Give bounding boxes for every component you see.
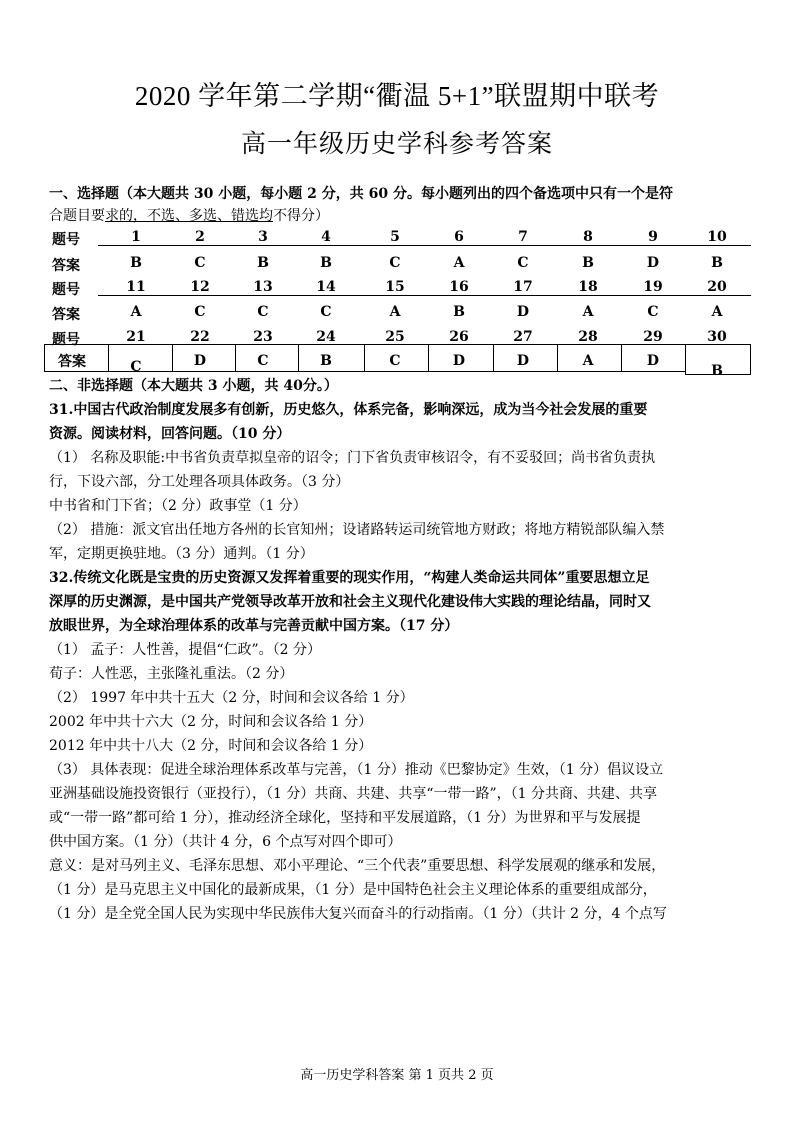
q31-answer1-line3: 中书省和门下省；（2 分）政事堂（1 分） xyxy=(49,498,307,514)
answer-letter: A xyxy=(582,304,594,320)
question-number: 16 xyxy=(449,279,469,295)
question-number: 14 xyxy=(316,279,336,295)
section2-heading: 二、非选择题（本大题共 3 小题，共 40分。） xyxy=(49,378,338,394)
question-number: 2 xyxy=(195,229,205,245)
q31-stem-line2: 资源。阅读材料，回答问题。（10 分） xyxy=(49,426,291,442)
q32-stem-line2: 深厚的历史渊源，是中国共产党领导改革开放和社会主义现代化建设伟大实践的理论结晶，同时又 xyxy=(49,594,651,610)
answer-letter: B xyxy=(320,353,332,369)
row-label: 题号 xyxy=(52,332,80,348)
question-number: 17 xyxy=(513,279,533,295)
question-number: 29 xyxy=(643,329,663,345)
section1-heading: 一、选择题（本大题共 30 小题，每小题 2 分，共 60 分。每小题列出的四个备选项中只有一个是符 xyxy=(49,186,673,202)
question-number: 12 xyxy=(190,279,210,295)
question-number: 30 xyxy=(707,329,727,345)
question-number: 15 xyxy=(385,279,405,295)
answer-letter: C xyxy=(647,304,659,320)
answer-letter: A xyxy=(389,304,401,320)
row-label: 题号 xyxy=(52,282,80,298)
question-number-row xyxy=(44,277,751,301)
q32-answer3-line4: 供中国方案。（1 分）（共计 4 分，6 个点写对四个即可） xyxy=(49,834,402,850)
question-number-row xyxy=(44,227,751,251)
answer-letter: D xyxy=(646,255,660,271)
question-number: 23 xyxy=(253,329,273,345)
answer-letter: B xyxy=(711,363,723,379)
q31-answer1-line2: 行，下设六部，分工处理各项具体政务。（3 分） xyxy=(49,474,350,490)
answer-letter: C xyxy=(257,353,269,369)
q32-answer3-line6: （1 分）是马克思主义中国化的最新成果，（1 分）是中国特色社会主义理论体系的重要组成部分， xyxy=(49,882,657,898)
answer-row xyxy=(44,349,751,379)
q31-answer2-line1: （2） 措施：派文官出任地方各州的长官知州；设诸路转运司统管地方财政；将地方精锐部队编入禁 xyxy=(49,522,665,538)
answer-letter: B xyxy=(453,304,465,320)
question-number: 19 xyxy=(643,279,663,295)
answer-letter: C xyxy=(389,255,401,271)
q31-answer2-line2: 军，定期更换驻地。（3 分）通判。（1 分） xyxy=(49,546,314,562)
page-subtitle: 高一年级历史学科参考答案 xyxy=(240,131,553,158)
q32-answer3-line1: （3） 具体表现：促进全球治理体系改革与完善，（1 分）推动《巴黎协定》生效，（1 分）倡议设立 xyxy=(49,762,664,778)
answer-row xyxy=(44,253,751,277)
answer-letter: D xyxy=(516,304,530,320)
question-number: 9 xyxy=(648,229,658,245)
row-label: 答案 xyxy=(52,307,80,323)
question-number: 26 xyxy=(449,329,469,345)
q32-answer1-line1: （1） 孟子：人性善，提倡“仁政”。（2 分） xyxy=(49,642,322,658)
q32-answer3-line2: 亚洲基础设施投资银行（亚投行），（1 分）共商、共建、共享“一带一路”，（1 分共商、共建、共享 xyxy=(49,786,658,802)
q32-answer1-line2: 荀子：人性恶，主张隆礼重法。（2 分） xyxy=(49,666,294,682)
q31-answer1-line1: （1） 名称及职能:中书省负责草拟皇帝的诏令；门下省负责审核诏令，有不妥驳回；尚书省负责执 xyxy=(49,450,656,466)
answer-letter: A xyxy=(582,353,594,369)
question-number: 10 xyxy=(707,229,727,245)
answer-letter: D xyxy=(516,353,530,369)
answer-letter: C xyxy=(257,304,269,320)
question-number: 20 xyxy=(707,279,727,295)
answer-letter: C xyxy=(130,359,142,375)
answer-letter: C xyxy=(194,304,206,320)
row-label: 答案 xyxy=(52,258,80,274)
question-number: 6 xyxy=(454,229,464,245)
q32-answer2-line1: （2） 1997 年中共十五大（2 分，时间和会议各给 1 分） xyxy=(49,690,414,706)
page-footer: 高一历史学科答案 第 1 页共 2 页 xyxy=(300,1068,494,1083)
question-number: 25 xyxy=(385,329,405,345)
section1-instruction: 合题目要求的，不选、多选、错选均不得分） xyxy=(49,208,329,224)
question-number: 28 xyxy=(578,329,598,345)
q31-stem-line1: 31.中国古代政治制度发展多有创新，历史悠久，体系完备，影响深远，成为当今社会发展的重要 xyxy=(49,402,648,418)
q32-answer2-line2: 2002 年中共十六大（2 分，时间和会议各给 1 分） xyxy=(49,714,373,730)
question-number: 8 xyxy=(583,229,593,245)
question-number: 7 xyxy=(518,229,528,245)
question-number: 3 xyxy=(258,229,268,245)
answer-letter: C xyxy=(389,353,401,369)
row-label: 答案 xyxy=(58,354,86,370)
answer-letter: B xyxy=(320,255,332,271)
answer-letter: B xyxy=(130,255,142,271)
answer-letter: D xyxy=(452,353,466,369)
question-number: 11 xyxy=(126,279,146,295)
question-number-row xyxy=(44,327,751,351)
answer-letter: B xyxy=(711,255,723,271)
question-number: 13 xyxy=(253,279,273,295)
question-number: 24 xyxy=(316,329,336,345)
question-number: 5 xyxy=(390,229,400,245)
answer-letter: A xyxy=(130,304,142,320)
answer-letter: C xyxy=(517,255,529,271)
answer-letter: B xyxy=(257,255,269,271)
answer-row xyxy=(44,302,751,326)
question-number: 4 xyxy=(321,229,331,245)
answer-letter: A xyxy=(711,304,723,320)
q32-answer3-line7: （1 分）是全党全国人民为实现中华民族伟大复兴而奋斗的行动指南。（1 分）（共计 2 分，4 个点写 xyxy=(49,906,667,922)
answer-letter: C xyxy=(320,304,332,320)
q32-stem-line3: 放眼世界，为全球治理体系的改革与完善贡献中国方案。（17 分） xyxy=(49,618,459,634)
question-number: 1 xyxy=(131,229,141,245)
q32-answer2-line3: 2012 年中共十八大（2 分，时间和会议各给 1 分） xyxy=(49,738,373,754)
question-number: 21 xyxy=(126,329,146,345)
question-number: 22 xyxy=(190,329,210,345)
answer-letter: A xyxy=(453,255,465,271)
question-number: 27 xyxy=(513,329,533,345)
q32-answer3-line3: 或“一带一路”都可给 1 分），推动经济全球化，坚持和平发展道路，（1 分）为世界和平与发展提 xyxy=(49,810,641,826)
answer-letter: D xyxy=(193,353,207,369)
question-number: 18 xyxy=(578,279,598,295)
q32-stem-line1: 32.传统文化既是宝贵的历史资源又发挥着重要的现实作用，“构建人类命运共同体”重要思想立足 xyxy=(49,570,650,586)
row-label: 题号 xyxy=(52,232,80,248)
answer-letter: B xyxy=(582,255,594,271)
answer-letter: D xyxy=(646,353,660,369)
q32-answer3-line5: 意义：是对马列主义、毛泽东思想、邓小平理论、“三个代表”重要思想、科学发展观的继承和发展， xyxy=(49,858,666,874)
page-title: 2020 学年第二学期“衢温 5+1”联盟期中联考 xyxy=(134,81,660,111)
answer-letter: C xyxy=(194,255,206,271)
